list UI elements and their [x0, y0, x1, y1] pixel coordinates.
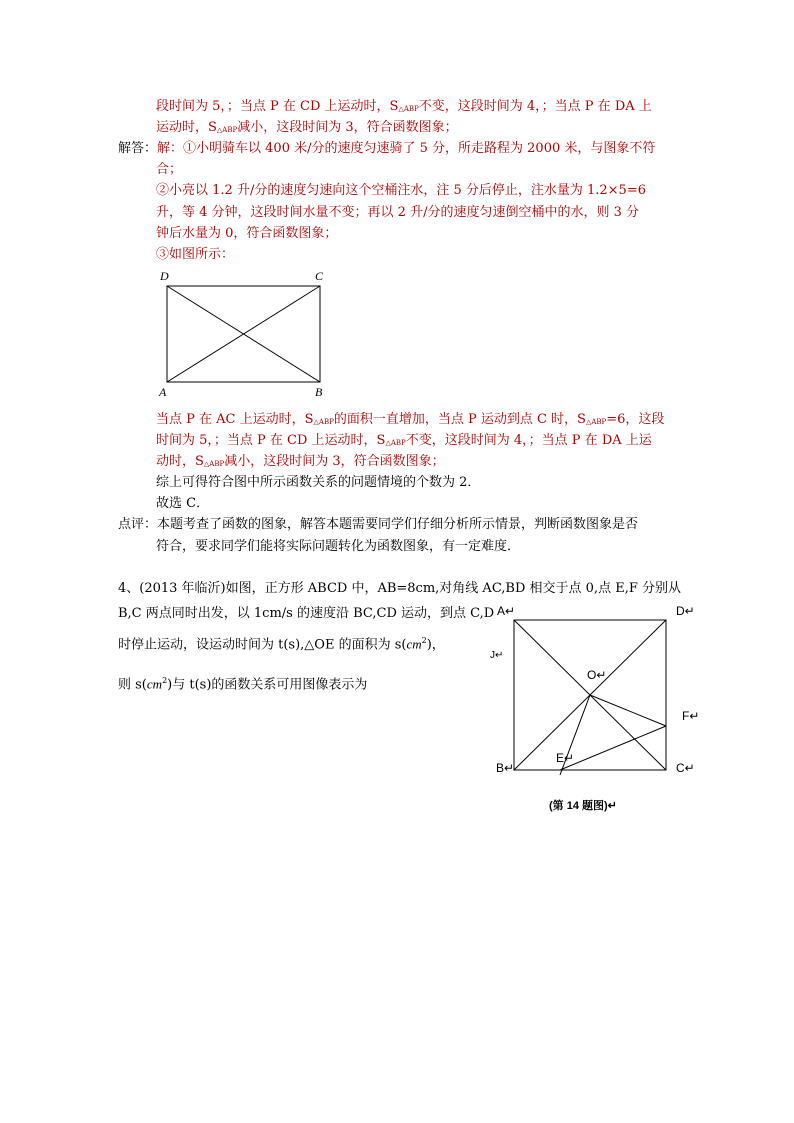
question4-line-3: 时停止运动，设运动时间为 t(s),△OE 的面积为 $s(cm^2)$，	[118, 636, 445, 653]
answer-line-3: ②小亮以 1.2 升/分的速度匀速向这个空桶注水，注 5 分后停止，注水量为 1.2×5=6	[156, 183, 646, 198]
answer-line-1: 解答：解：①小明骑车以 400 米/分的速度匀速骑了 5 分，所走路程为 2000 米，与图象不符	[118, 141, 656, 156]
continuation-line-2: 运动时，S△ABP减小，这段时间为 3，符合函数图象；	[156, 120, 458, 135]
stray-mark: J↵	[490, 650, 504, 661]
sq-label-o: O↵	[587, 668, 607, 682]
comment-line-2: 符合，要求同学们能将实际问题转化为函数图象，有一定难度．	[156, 539, 521, 554]
answer-choice: 故选 C．	[156, 496, 210, 511]
figure-caption: (第 14 题图)↵	[549, 800, 617, 812]
sq-label-c: C↵	[676, 761, 695, 775]
comment-line-1: 点评：本题考查了函数的图象，解答本题需要同学们仔细分析所示情景，判断函数图象是否	[118, 517, 639, 532]
answer-summary: 综上可得符合图中所示函数关系的问题情境的个数为 2．	[156, 475, 481, 490]
answer-line-2: 合；	[156, 162, 183, 177]
segment-of	[590, 695, 666, 726]
rect-label-b: B	[315, 385, 323, 399]
rect-label-a: A	[159, 385, 167, 399]
question4-line-1: 4、(2013 年临沂)如图，正方形 ABCD 中，AB=8cm,对角线 AC,BD 相交于点 0,点 E,F 分别从	[118, 581, 681, 596]
rect-label-d: D	[160, 269, 169, 283]
sq-label-f: F↵	[682, 709, 700, 723]
answer-line-8: 时间为 5，；当点 P 在 CD 上运动时，S△ABP不变，这段时间为 4，；当点 P 在 DA 上运	[156, 433, 652, 448]
answer-line-6: ③如图所示：	[156, 247, 235, 262]
continuation-line-1: 段时间为 5，；当点 P 在 CD 上运动时，S△ABP不变，这段时间为 4，；当点 P 在 DA 上	[156, 99, 652, 114]
answer-label: 解答：	[118, 141, 158, 156]
rect-label-c: C	[315, 269, 324, 283]
sq-label-a: A↵	[497, 604, 516, 618]
sq-label-b: B↵	[496, 761, 515, 775]
sq-label-e: E↵	[556, 751, 575, 765]
question4-line-2: B,C 两点同时出发，以 1cm/s 的速度沿 BC,CD 运动，到点 C,D	[118, 606, 495, 621]
answer-line-5: 钟后水量为 0，符合函数图象；	[156, 226, 338, 241]
answer-line-7: 当点 P 在 AC 上运动时，S△ABP的面积一直增加，当点 P 运动到点 C 时，S△ABP=6，这段	[156, 412, 665, 427]
comment-label: 点评：	[118, 517, 158, 532]
answer-line-9: 动时，S△ABP减小，这段时间为 3，符合函数图象；	[156, 454, 445, 469]
sq-label-d: D↵	[676, 604, 695, 618]
question4-line-4: 则 $s(cm^2)$与 t(s)的函数关系可用图像表示为	[118, 676, 368, 693]
answer-line-4: 升，等 4 分钟，这段时间水量不变；再以 2 升/分的速度匀速倒空桶中的水，则 3 分	[156, 205, 639, 220]
